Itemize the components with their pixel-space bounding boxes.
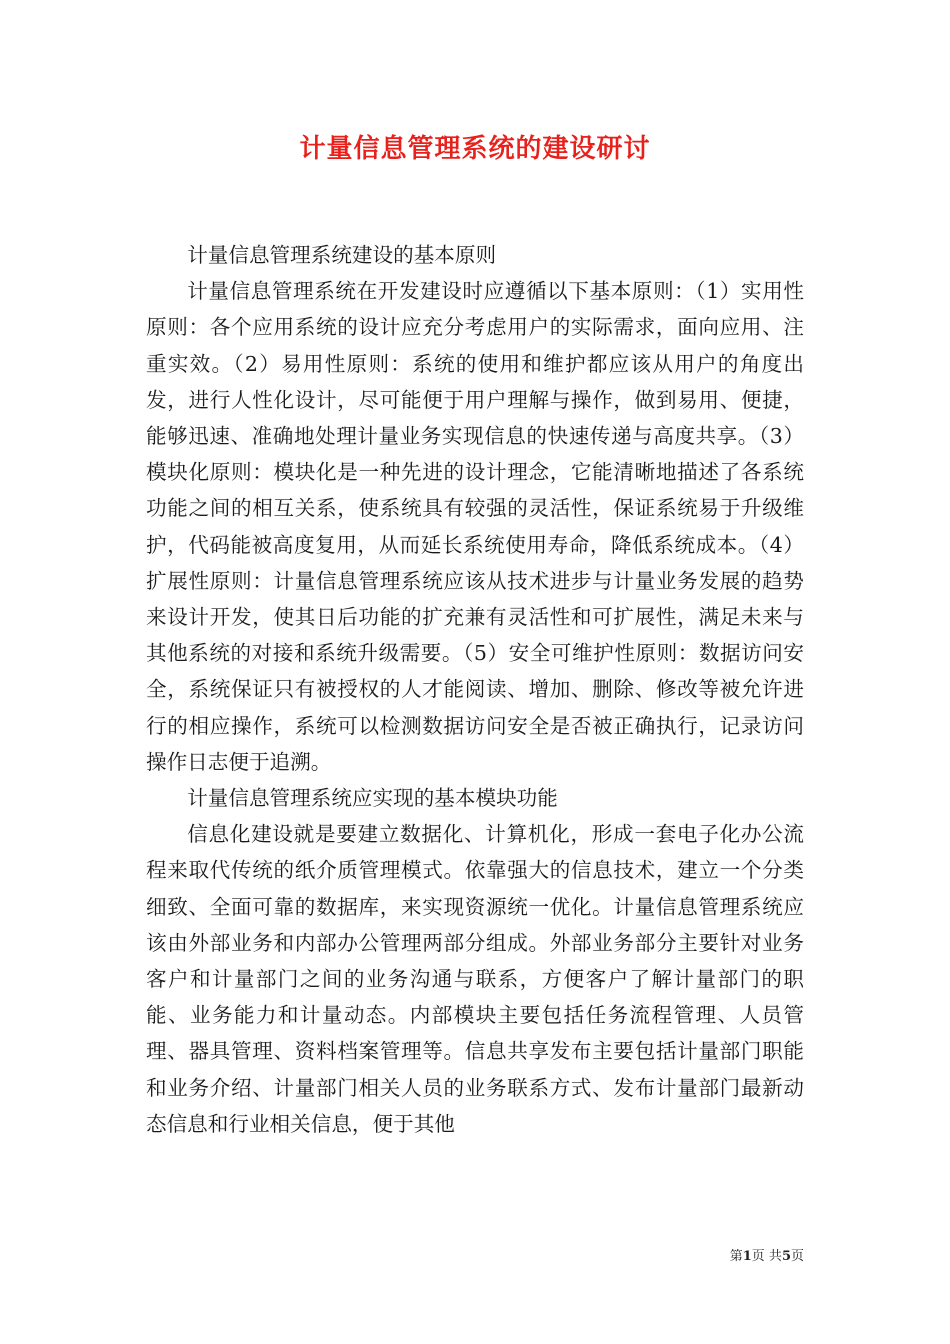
total-pages-number: 5 <box>781 1249 791 1264</box>
section-heading-modules: 计量信息管理系统应实现的基本模块功能 <box>187 786 558 811</box>
page-footer <box>730 1248 804 1266</box>
current-page-number: 1 <box>742 1249 752 1264</box>
footer-suffix: 页 <box>790 1249 804 1264</box>
paragraph-modules: 信息化建设就是要建立数据化、计算机化，形成一套电子化办公流程来取代传统的纸介质管理模式。依靠强大的信息技术，建立一个分类细致、全面可靠的数据库，来实现资源统一优化。计量信息管理系统应该由外部业务和内部办公管理两部分组成。外部业务部分主要针对业务客户和计量部门之间的业务沟通与联系，方便客户了解计量部门的职能、业务能力和计量动态。内部模块主要包括任务流程管理、人员管理、器具管理、资料档案管理等。信息共享发布主要包括计量部门职能和业务介绍、计量部门相关人员的业务联系方式、发布计量部门最新动态信息和行业相关信息，便于其他 <box>146 822 804 1136</box>
document-body <box>146 237 804 1142</box>
footer-middle: 页 共 <box>751 1249 782 1264</box>
document-title: 计量信息管理系统的建设研讨 <box>299 134 651 164</box>
section-heading-principles: 计量信息管理系统建设的基本原则 <box>187 243 497 267</box>
footer-prefix: 第 <box>729 1249 743 1264</box>
paragraph-principles: 计量信息管理系统在开发建设时应遵循以下基本原则：（1）实用性原则：各个应用系统的设计应充分考虑用户的实际需求，面向应用、注重实效。（2）易用性原则：系统的使用和维护都应该从用户的角度出发，进行人性化设计，尽可能便于用户理解与操作，做到易用、便捷，能够迅速、准确地处理计量业务实现信息的快速传递与高度共享。（3）模块化原则：模块化是一种先进的设计理念，它能清晰地描述了各系统功能之间的相互关系，使系统具有较强的灵活性，保证系统易于升级维护，代码能被高度复用，从而延长系统使用寿命，降低系统成本。（4）扩展性原则：计量信息管理系统应该从技术进步与计量业务发展的趋势来设计开发，使其日后功能的扩充兼有灵活性和可扩展性，满足未来与其他系统的对接和系统升级需要。（5）安全可维护性原则：数据访问安全，系统保证只有被授权的人才能阅读、增加、删除、修改等被允许进行的相应操作，系统可以检测数据访问安全是否被正确执行，记录访问操作日志便于追溯。 <box>146 279 804 774</box>
